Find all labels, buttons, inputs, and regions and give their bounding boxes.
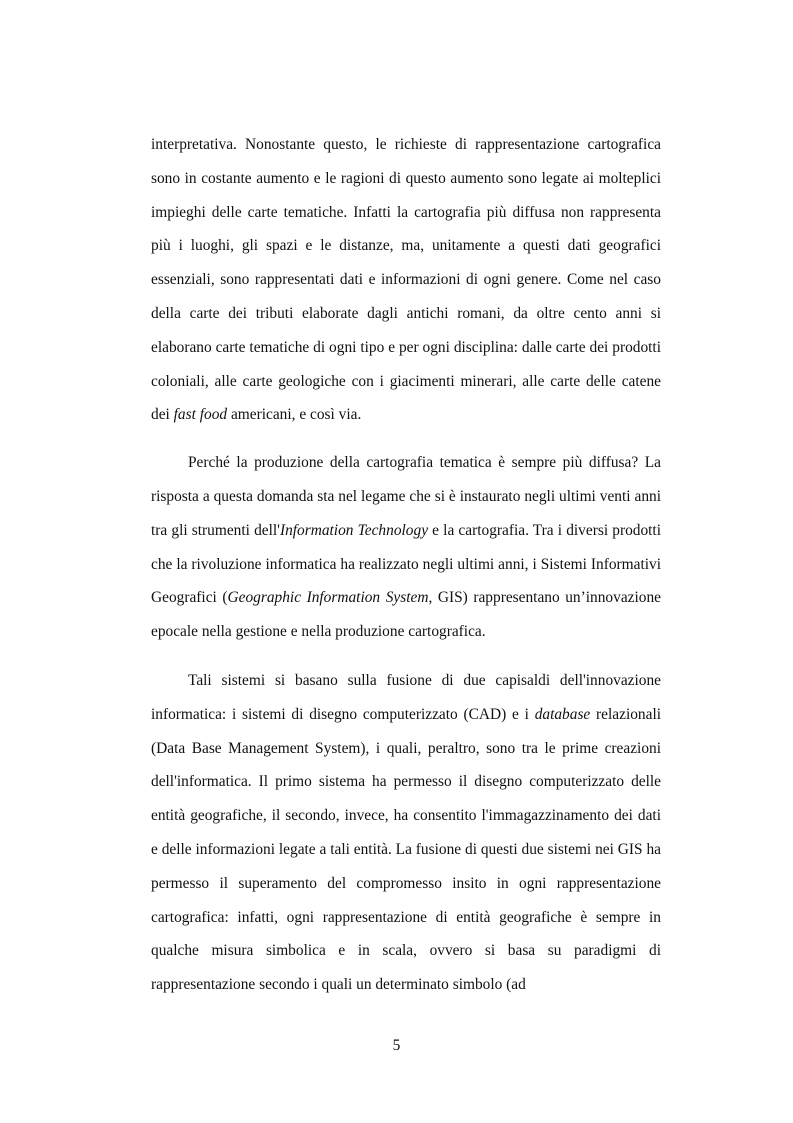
- paragraph-2-text-a: Perché la produzione della cartografia tematica è sempre più diffusa? La risposta a questa domanda sta nel legame che si è instaurato negli ultimi venti anni tra gli strumenti dell': [151, 454, 661, 539]
- paragraph-2-italic-geographic-information-system: Geographic Information System: [227, 589, 429, 607]
- paragraph-1: [151, 128, 661, 432]
- paragraph-3: [151, 664, 661, 1002]
- paragraph-1-text-b: americani, e così via.: [227, 406, 362, 424]
- paragraph-3-italic-database: database: [534, 705, 591, 723]
- paragraph-3-text-b: relazionali (Data Base Management System), i quali, peraltro, sono tra le prime creazioni dell'informatica. Il primo sistema ha permesso il disegno computerizzato delle entità geografiche, il secondo, invece, ha consentito l'immagazzinamento dei dati e delle informazioni legate a tali entità. La fusione di questi due sistemi nei GIS ha permesso il superamento del compromesso insito in ogni rappresentazione cartografica: infatti, ogni rappresentazione di entità geografiche è sempre in qualche misura simbolica e in scala, ovvero si basa su paradigmi di rappresentazione secondo i quali un determinato simbolo (ad: [151, 705, 661, 994]
- paragraph-3-text-a: Tali sistemi si basano sulla fusione di due capisaldi dell'innovazione informatica: i sistemi di disegno computerizzato (CAD) e i: [151, 671, 661, 723]
- page-number: 5: [392, 1037, 401, 1054]
- paragraph-2-italic-information-technology: Information Technology: [279, 521, 429, 539]
- paragraph-1-text-a: interpretativa. Nonostante questo, le richieste di rappresentazione cartografica sono in costante aumento e le ragioni di questo aumento sono legate ai molteplici impieghi delle carte tematiche. Infatti la cartografia più diffusa non rappresenta più i luoghi, gli spazi e le distanze, ma, unitamente a questi dati geografici essenziali, sono rappresentati dati e informazioni di ogni genere. Come nel caso della carte dei tributi elaborate dagli antichi romani, da oltre cento anni si elaborano carte tematiche di ogni tipo e per ogni disciplina: dalle carte dei prodotti coloniali, alle carte geologiche con i giacimenti minerari, alle carte delle catene dei: [151, 136, 661, 424]
- paragraph-2: [151, 446, 661, 649]
- document-body: [151, 128, 661, 1002]
- paragraph-2-text-b: e la cartografia. Tra i diversi prodotti che la rivoluzione informatica ha realizzato negli ultimi anni, i Sistemi Informativi Geografici (: [151, 521, 661, 607]
- paragraph-2-text-c: , GIS) rappresentano un’innovazione epocale nella gestione e nella produzione cartografica.: [151, 589, 661, 641]
- paragraph-1-italic-fast-food: fast food: [173, 406, 228, 424]
